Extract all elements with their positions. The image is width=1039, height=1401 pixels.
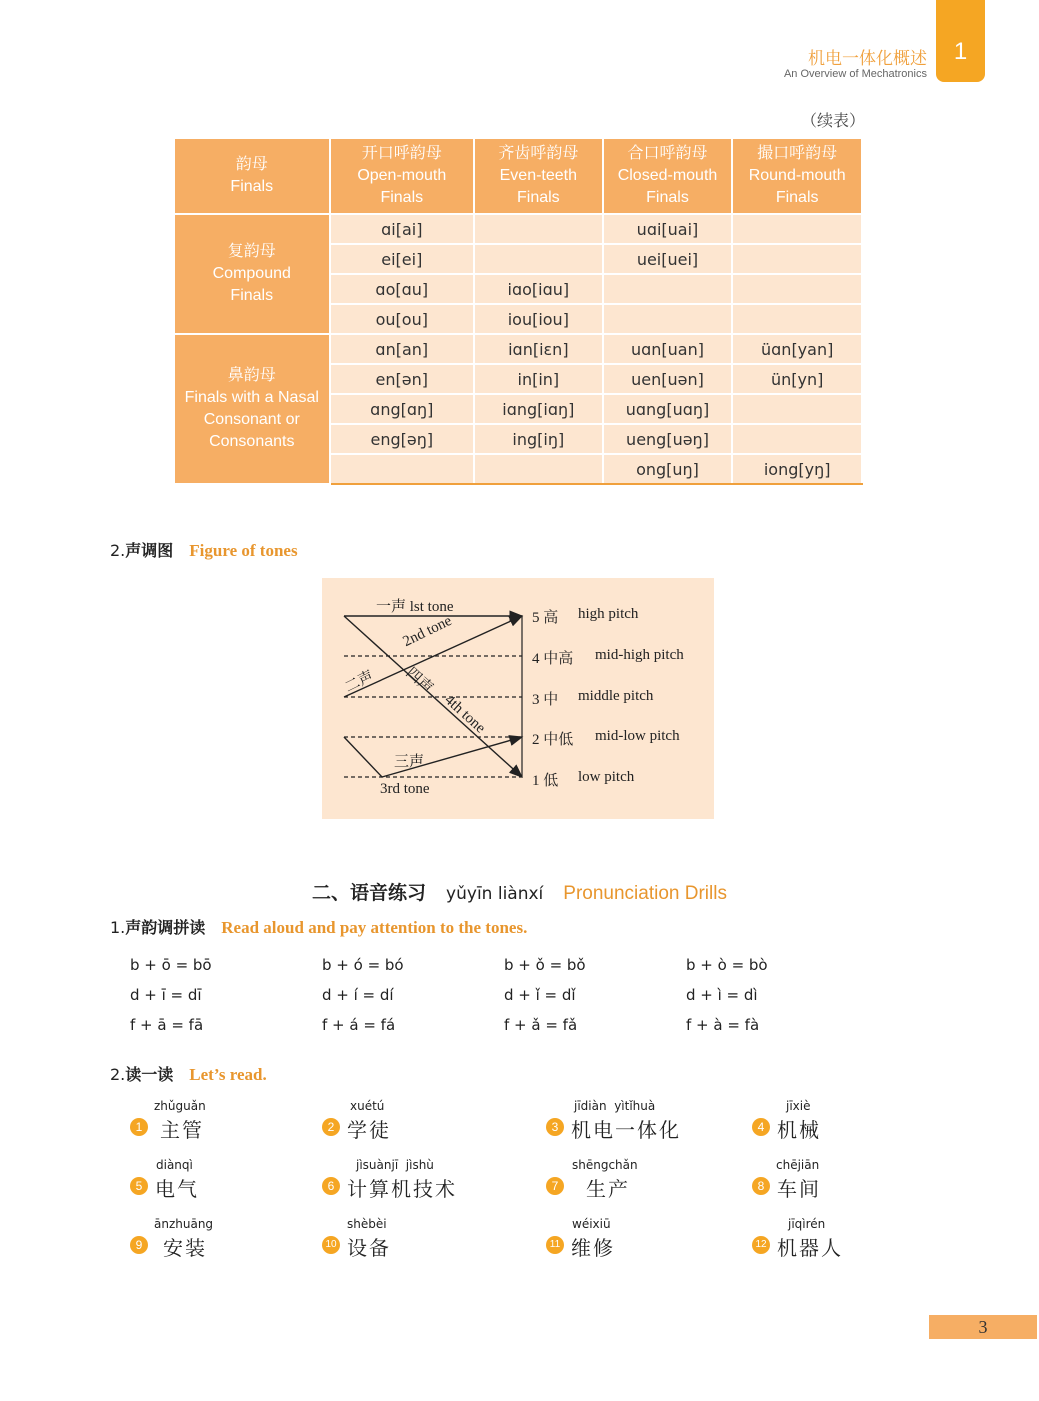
table-cell: eng[əŋ] bbox=[330, 424, 474, 454]
table-cell: iɑo[iɑu] bbox=[474, 274, 603, 304]
header-round-mouth: 撮口呼韵母 Round-mouth Finals bbox=[732, 138, 862, 214]
pinyin-label: shēngchǎn bbox=[572, 1158, 638, 1172]
table-cell: uɑi[uai] bbox=[603, 214, 733, 244]
drill-item: b + ò = bò bbox=[686, 956, 768, 974]
hanzi-word: 安装 bbox=[163, 1236, 207, 1260]
pinyin-label: diànqì bbox=[156, 1158, 193, 1172]
table-cell: uɑn[uan] bbox=[603, 334, 733, 364]
item-number-badge: 2 bbox=[322, 1118, 340, 1136]
group-compound-finals: 复韵母 Compound Finals bbox=[174, 214, 330, 334]
tone2-cn-label: 二声 bbox=[342, 668, 377, 697]
tones-figure bbox=[322, 578, 714, 819]
hanzi-word: 学徒 bbox=[347, 1118, 391, 1142]
header-title-en: An Overview of Mechatronics bbox=[783, 68, 927, 80]
header-closed-mouth: 合口呼韵母 Closed-mouth Finals bbox=[603, 138, 733, 214]
hanzi-word: 电气 bbox=[155, 1177, 199, 1201]
table-cell: uɑng[uɑŋ] bbox=[603, 394, 733, 424]
finals-table bbox=[173, 137, 863, 485]
table-cell: iou[iou] bbox=[474, 304, 603, 334]
hanzi-word: 主管 bbox=[160, 1118, 204, 1142]
table-cell: ei[ei] bbox=[330, 244, 474, 274]
tone3-cn-label: 三声 bbox=[394, 754, 425, 770]
table-cell bbox=[603, 304, 733, 334]
pinyin-label: zhǔguǎn bbox=[154, 1099, 206, 1113]
tones-heading: 2.声调图 Figure of tones bbox=[110, 541, 298, 560]
table-cell: ün[yn] bbox=[732, 364, 862, 394]
table-cell bbox=[732, 304, 862, 334]
table-cell: uen[uən] bbox=[603, 364, 733, 394]
section-title: 二、语音练习 yǔyīn liànxí Pronunciation Drills bbox=[312, 882, 727, 904]
table-cell bbox=[474, 214, 603, 244]
table-row bbox=[174, 334, 862, 364]
pitch-level-label: 2 中低 bbox=[532, 732, 574, 748]
header-title-cn: 机电一体化概述 bbox=[808, 49, 927, 69]
table-cell: ɑo[ɑu] bbox=[330, 274, 474, 304]
drill-item: d + í = dí bbox=[322, 986, 394, 1004]
pitch-level-label: 4 中高 bbox=[532, 651, 574, 667]
table-cell: ɑng[ɑŋ] bbox=[330, 394, 474, 424]
hanzi-word: 机械 bbox=[777, 1118, 821, 1142]
table-cell bbox=[732, 214, 862, 244]
pitch-level-label: 1 低 bbox=[532, 773, 559, 789]
pinyin-label: chējiān bbox=[776, 1158, 820, 1172]
table-cell: ɑn[an] bbox=[330, 334, 474, 364]
drill-item: d + ì = dì bbox=[686, 986, 758, 1004]
table-cell bbox=[474, 454, 603, 484]
drill-item: b + ó = bó bbox=[322, 956, 404, 974]
table-cell: ueng[uəŋ] bbox=[603, 424, 733, 454]
pinyin-label: jīxiè bbox=[786, 1099, 811, 1113]
hanzi-word: 车间 bbox=[777, 1177, 821, 1201]
pinyin-label: xuétú bbox=[350, 1099, 385, 1113]
item-number-badge: 9 bbox=[130, 1236, 148, 1254]
tone1-label: 一声 lst tone bbox=[376, 599, 454, 615]
table-cell bbox=[732, 244, 862, 274]
table-cell: ing[iŋ] bbox=[474, 424, 603, 454]
table-header-row bbox=[174, 138, 862, 214]
hanzi-word: 机电一体化 bbox=[571, 1118, 681, 1142]
table-cell: üɑn[yan] bbox=[732, 334, 862, 364]
table-cell bbox=[732, 394, 862, 424]
drill-item: b + ō = bō bbox=[130, 956, 212, 974]
table-cell: ou[ou] bbox=[330, 304, 474, 334]
table-cell bbox=[732, 424, 862, 454]
continued-label: （续表） bbox=[800, 111, 865, 130]
table-cell: in[in] bbox=[474, 364, 603, 394]
tone4-en-label: 4th tone bbox=[441, 692, 489, 737]
table-cell: uei[uei] bbox=[603, 244, 733, 274]
hanzi-word: 机器人 bbox=[777, 1236, 843, 1260]
drills-heading: 1.声韵调拼读 Read aloud and pay attention to the tones. bbox=[110, 918, 528, 937]
table-cell bbox=[732, 274, 862, 304]
pitch-en-label: mid-low pitch bbox=[595, 728, 680, 744]
drill-item: f + á = fá bbox=[322, 1016, 396, 1034]
drill-item: b + ǒ = bǒ bbox=[504, 956, 586, 974]
table-cell: iong[yŋ] bbox=[732, 454, 862, 484]
pinyin-label: jīdiàn yìtǐhuà bbox=[574, 1099, 656, 1113]
item-number-badge: 6 bbox=[322, 1177, 340, 1195]
pinyin-label: ānzhuāng bbox=[154, 1217, 214, 1231]
pinyin-label: wéixiū bbox=[572, 1217, 611, 1231]
table-row bbox=[174, 214, 862, 244]
chapter-tab: 1 bbox=[936, 0, 985, 82]
reading-heading: 2.读一读 Let’s read. bbox=[110, 1065, 267, 1084]
pinyin-label: shèbèi bbox=[347, 1217, 387, 1231]
tone4-cn-label: 四声 bbox=[402, 664, 436, 697]
header-even-teeth: 齐齿呼韵母 Even-teeth Finals bbox=[474, 138, 603, 214]
table-cell: en[ən] bbox=[330, 364, 474, 394]
item-number-badge: 7 bbox=[546, 1177, 564, 1195]
pinyin-label: jīqìrén bbox=[788, 1217, 826, 1231]
table-cell: iɑn[iɛn] bbox=[474, 334, 603, 364]
pitch-en-label: low pitch bbox=[578, 769, 635, 785]
item-number-badge: 8 bbox=[752, 1177, 770, 1195]
item-number-badge: 5 bbox=[130, 1177, 148, 1195]
table-cell bbox=[603, 274, 733, 304]
item-number-badge: 3 bbox=[546, 1118, 564, 1136]
pitch-level-label: 3 中 bbox=[532, 692, 559, 708]
drill-item: d + ī = dī bbox=[130, 986, 202, 1004]
tone2-en-label: 2nd tone bbox=[400, 612, 455, 651]
pitch-en-label: high pitch bbox=[578, 606, 639, 622]
table-cell: iɑng[iɑŋ] bbox=[474, 394, 603, 424]
hanzi-word: 计算机技术 bbox=[347, 1177, 457, 1201]
hanzi-word: 维修 bbox=[571, 1236, 615, 1260]
table-cell bbox=[474, 244, 603, 274]
group-nasal-finals: 鼻韵母 Finals with a Nasal Consonant or Consonants bbox=[174, 334, 330, 484]
header-open-mouth: 开口呼韵母 Open-mouth Finals bbox=[330, 138, 474, 214]
header-finals: 韵母 Finals bbox=[174, 138, 330, 214]
item-number-badge: 1 bbox=[130, 1118, 148, 1136]
pitch-level-label: 5 高 bbox=[532, 610, 559, 626]
page-number: 3 bbox=[929, 1315, 1037, 1339]
hanzi-word: 设备 bbox=[347, 1236, 391, 1260]
table-cell: ɑi[ai] bbox=[330, 214, 474, 244]
table-cell bbox=[330, 454, 474, 484]
drill-item: f + ǎ = fǎ bbox=[504, 1016, 578, 1034]
hanzi-word: 生产 bbox=[586, 1177, 630, 1201]
tone3-en-label: 3rd tone bbox=[380, 781, 430, 797]
drill-item: d + ǐ = dǐ bbox=[504, 986, 576, 1004]
item-number-badge: 12 bbox=[752, 1236, 770, 1254]
drill-item: f + à = fà bbox=[686, 1016, 760, 1034]
pitch-en-label: mid-high pitch bbox=[595, 647, 684, 663]
item-number-badge: 11 bbox=[546, 1236, 564, 1254]
item-number-badge: 4 bbox=[752, 1118, 770, 1136]
pinyin-label: jìsuànjī jìshù bbox=[356, 1158, 434, 1172]
pitch-en-label: middle pitch bbox=[578, 688, 654, 704]
item-number-badge: 10 bbox=[322, 1236, 340, 1254]
drill-item: f + ā = fā bbox=[130, 1016, 204, 1034]
table-cell: ong[uŋ] bbox=[603, 454, 733, 484]
